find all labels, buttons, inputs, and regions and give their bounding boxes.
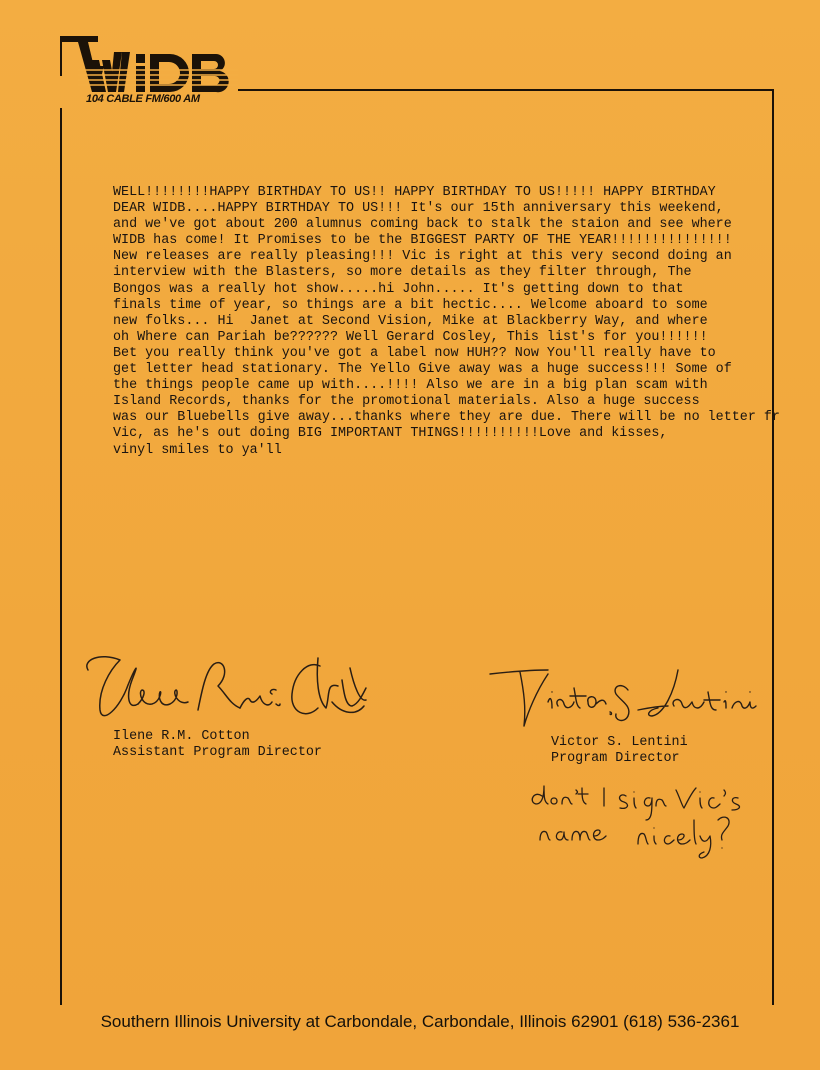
letter-line: oh Where can Pariah be?????? Well Gerard Cosley, This list's for you!!!!!! [113, 329, 708, 345]
letter-line: vinyl smiles to ya'll [113, 442, 282, 458]
signature-victor [488, 652, 758, 732]
handwritten-note [528, 780, 768, 860]
letter-line: interview with the Blasters, so more details as they filter through, The [113, 265, 692, 281]
letter-line: and we've got about 200 alumnus coming back to stalk the staion and see where [113, 217, 732, 233]
letter-line: was our Bluebells give away...thanks where they are due. There will be no letter fr [113, 410, 780, 426]
frame-top-rule [238, 89, 774, 91]
letter-line: Vic, as he's out doing BIG IMPORTANT THINGS!!!!!!!!!!Love and kisses, [113, 426, 668, 442]
letter-line: get letter head stationary. The Yello Give away was a huge success!!! Some of [113, 362, 732, 378]
letter-line: WELL!!!!!!!!HAPPY BIRTHDAY TO US!! HAPPY BIRTHDAY TO US!!!!! HAPPY BIRTHDAY [113, 185, 716, 200]
letter-line: DEAR WIDB....HAPPY BIRTHDAY TO US!!! It's our 15th anniversary this weekend, [113, 201, 724, 217]
letter-line: Bet you really think you've got a label now HUH?? Now You'll really have to [113, 345, 716, 361]
letter-line: WIDB has come! It Promises to be the BIGGEST PARTY OF THE YEAR!!!!!!!!!!!!!!! [113, 233, 732, 249]
letter-line: finals time of year, so things are a bit hectic.... Welcome aboard to some [113, 297, 708, 313]
frame-left-rule [60, 108, 62, 1005]
letter-line: the things people came up with....!!!! Also we are in a big plan scam with [113, 378, 708, 394]
letter-line: Island Records, thanks for the promotional materials. Also a huge success [113, 394, 700, 410]
footer-address: Southern Illinois University at Carbondale, Carbondale, Illinois 62901 (618) 536-2361 [100, 1012, 740, 1031]
letter-line: Bongos was a really hot show.....hi John..... It's getting down to that [113, 281, 684, 297]
signature-ilene [80, 630, 370, 730]
signatory-title-victor: Program Director [551, 751, 680, 766]
signatory-title-ilene: Assistant Program Director [113, 745, 322, 760]
signatory-name-victor: Victor S. Lentini [551, 735, 688, 750]
letter-line: New releases are really pleasing!!! Vic is right at this very second doing an [113, 249, 732, 265]
signatory-name-ilene: Ilene R.M. Cotton [113, 729, 250, 744]
station-subtitle: 104 CABLE FM/600 AM [86, 93, 200, 105]
letter-body [113, 185, 820, 485]
letter-line: new folks... Hi Janet at Second Vision, Mike at Blackberry Way, and where [113, 313, 708, 329]
